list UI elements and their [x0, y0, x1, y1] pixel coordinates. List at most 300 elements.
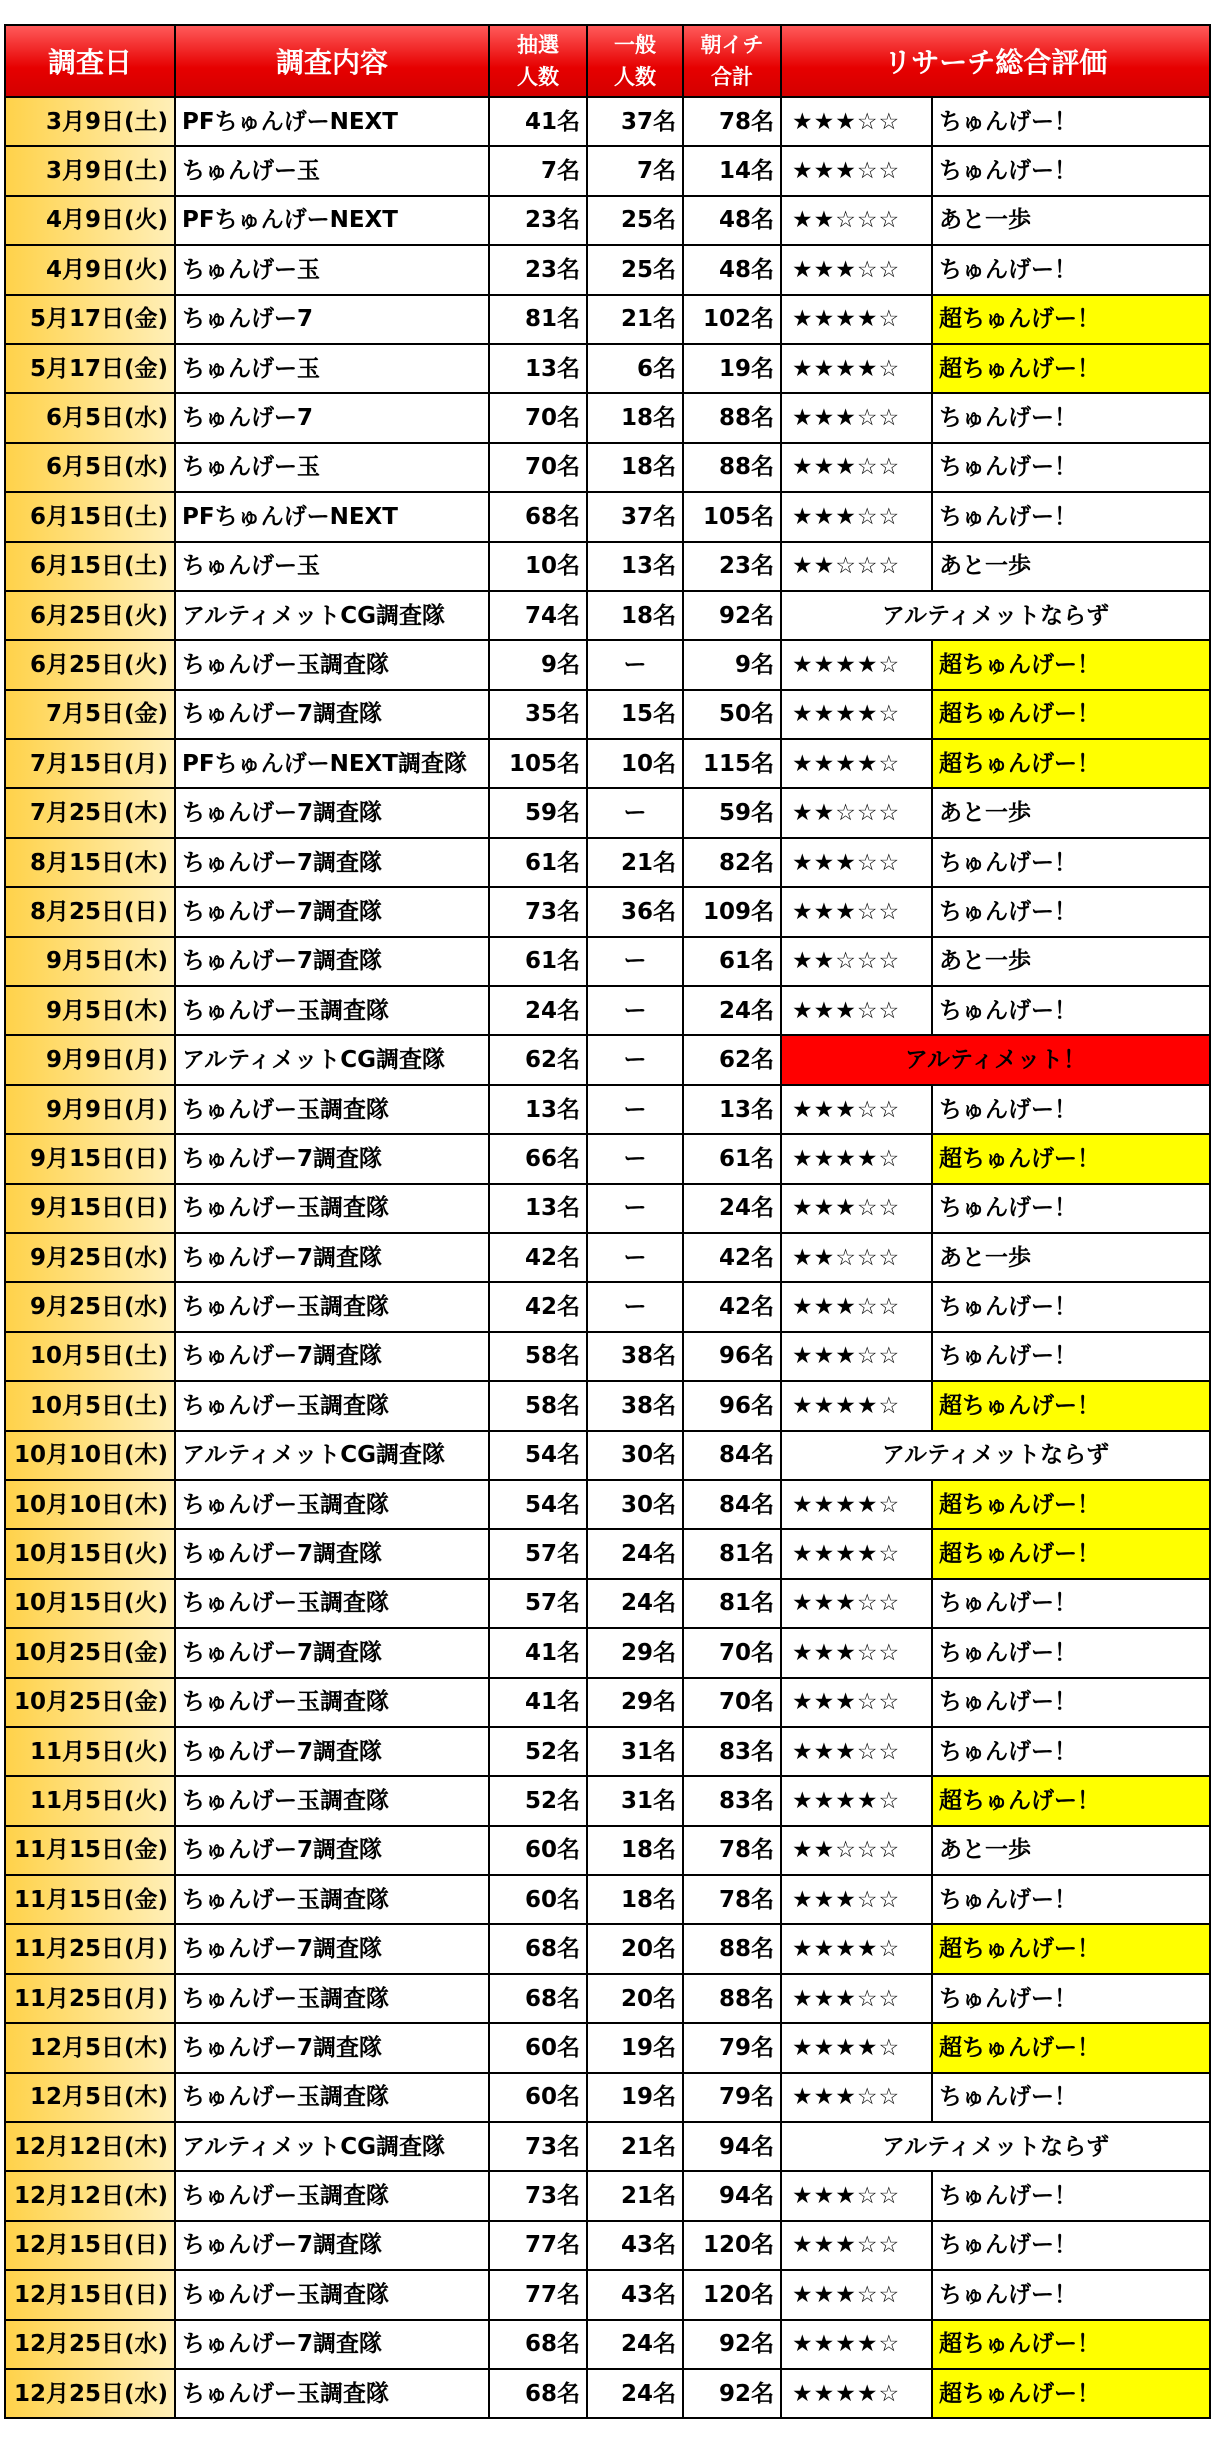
morning-total-cell: 42名 — [683, 1282, 781, 1331]
table-row — [5, 2270, 1210, 2319]
general-count-cell: 6名 — [587, 344, 683, 393]
date-cell: 10月10日(木) — [5, 1431, 175, 1480]
table-row — [5, 245, 1210, 294]
verdict-cell: 超ちゅんげー！ — [932, 295, 1210, 344]
date-cell: 9月5日(木) — [5, 937, 175, 986]
verdict-cell: ちゅんげー！ — [932, 245, 1210, 294]
star-rating: ★★★☆☆ — [781, 146, 932, 195]
date-cell: 10月5日(土) — [5, 1332, 175, 1381]
lottery-count-cell: 60名 — [489, 2073, 587, 2122]
research-results-table — [4, 24, 1211, 2419]
header-general-bottom: 人数 — [614, 65, 656, 89]
lottery-count-cell: 105名 — [489, 739, 587, 788]
morning-total-cell: 61名 — [683, 937, 781, 986]
morning-total-cell: 59名 — [683, 788, 781, 837]
table-row — [5, 1184, 1210, 1233]
date-cell: 9月25日(水) — [5, 1282, 175, 1331]
star-rating: ★★★☆☆ — [781, 1727, 932, 1776]
table-row — [5, 1579, 1210, 1628]
general-count-cell: ー — [587, 640, 683, 689]
verdict-cell: ちゅんげー！ — [932, 393, 1210, 442]
general-count-cell: 25名 — [587, 196, 683, 245]
general-count-cell: 29名 — [587, 1678, 683, 1727]
content-cell: ちゅんげー玉調査隊 — [175, 2073, 489, 2122]
general-count-cell: 21名 — [587, 2122, 683, 2171]
verdict-cell: ちゅんげー！ — [932, 1282, 1210, 1331]
star-rating: ★★★★☆ — [781, 1529, 932, 1578]
morning-total-cell: 94名 — [683, 2122, 781, 2171]
star-rating: ★★★★☆ — [781, 1381, 932, 1430]
star-rating: ★★★★☆ — [781, 1134, 932, 1183]
verdict-cell: あと一歩 — [932, 788, 1210, 837]
content-cell: ちゅんげー玉調査隊 — [175, 1776, 489, 1825]
lottery-count-cell: 61名 — [489, 838, 587, 887]
general-count-cell: ー — [587, 788, 683, 837]
date-cell: 6月5日(水) — [5, 443, 175, 492]
content-cell: ちゅんげー7調査隊 — [175, 2320, 489, 2369]
content-cell: ちゅんげー玉調査隊 — [175, 1282, 489, 1331]
date-cell: 10月5日(土) — [5, 1381, 175, 1430]
morning-total-cell: 82名 — [683, 838, 781, 887]
table-row — [5, 1480, 1210, 1529]
star-rating: ★★★☆☆ — [781, 2171, 932, 2220]
star-rating: ★★★☆☆ — [781, 1085, 932, 1134]
morning-total-cell: 48名 — [683, 196, 781, 245]
content-cell: PFちゅんげーNEXT調査隊 — [175, 739, 489, 788]
content-cell: ちゅんげー7調査隊 — [175, 1134, 489, 1183]
table-row — [5, 1875, 1210, 1924]
general-count-cell: 18名 — [587, 591, 683, 640]
star-rating: ★★★★☆ — [781, 295, 932, 344]
general-count-cell: 24名 — [587, 1529, 683, 1578]
morning-total-cell: 92名 — [683, 591, 781, 640]
star-rating: ★★★★☆ — [781, 690, 932, 739]
date-cell: 6月25日(火) — [5, 591, 175, 640]
content-cell: ちゅんげー7調査隊 — [175, 1332, 489, 1381]
general-count-cell: ー — [587, 1035, 683, 1084]
general-count-cell: 37名 — [587, 97, 683, 146]
date-cell: 6月15日(土) — [5, 542, 175, 591]
star-rating: ★★★☆☆ — [781, 393, 932, 442]
header-general — [587, 25, 683, 97]
star-rating: ★★☆☆☆ — [781, 1233, 932, 1282]
morning-total-cell: 83名 — [683, 1776, 781, 1825]
verdict-cell: ちゅんげー！ — [932, 1184, 1210, 1233]
table-row — [5, 640, 1210, 689]
lottery-count-cell: 68名 — [489, 1924, 587, 1973]
morning-total-cell: 88名 — [683, 1924, 781, 1973]
content-cell: ちゅんげー玉 — [175, 542, 489, 591]
table-row — [5, 393, 1210, 442]
lottery-count-cell: 13名 — [489, 344, 587, 393]
morning-total-cell: 62名 — [683, 1035, 781, 1084]
lottery-count-cell: 13名 — [489, 1085, 587, 1134]
morning-total-cell: 88名 — [683, 1974, 781, 2023]
date-cell: 10月15日(火) — [5, 1579, 175, 1628]
verdict-cell: ちゅんげー！ — [932, 97, 1210, 146]
date-cell: 12月12日(木) — [5, 2122, 175, 2171]
general-count-cell: ー — [587, 937, 683, 986]
verdict-cell: 超ちゅんげー！ — [932, 1134, 1210, 1183]
general-count-cell: 18名 — [587, 443, 683, 492]
table-row — [5, 1678, 1210, 1727]
date-cell: 12月5日(木) — [5, 2023, 175, 2072]
general-count-cell: 19名 — [587, 2023, 683, 2072]
morning-total-cell: 9名 — [683, 640, 781, 689]
lottery-count-cell: 60名 — [489, 1826, 587, 1875]
content-cell: ちゅんげー7調査隊 — [175, 838, 489, 887]
header-lottery-top: 抽選 — [517, 33, 559, 57]
lottery-count-cell: 77名 — [489, 2270, 587, 2319]
general-count-cell: 24名 — [587, 2369, 683, 2418]
general-count-cell: 19名 — [587, 2073, 683, 2122]
lottery-count-cell: 42名 — [489, 1233, 587, 1282]
table-row — [5, 1924, 1210, 1973]
lottery-count-cell: 42名 — [489, 1282, 587, 1331]
verdict-cell: 超ちゅんげー！ — [932, 344, 1210, 393]
lottery-count-cell: 68名 — [489, 492, 587, 541]
content-cell: ちゅんげー7調査隊 — [175, 1826, 489, 1875]
date-cell: 5月17日(金) — [5, 344, 175, 393]
morning-total-cell: 96名 — [683, 1332, 781, 1381]
star-rating: ★★★★☆ — [781, 2369, 932, 2418]
star-rating: ★★★☆☆ — [781, 1184, 932, 1233]
table-row — [5, 739, 1210, 788]
lottery-count-cell: 68名 — [489, 2320, 587, 2369]
star-rating: ★★★★☆ — [781, 1924, 932, 1973]
table-row — [5, 1085, 1210, 1134]
date-cell: 11月25日(月) — [5, 1974, 175, 2023]
verdict-cell: ちゅんげー！ — [932, 2073, 1210, 2122]
lottery-count-cell: 35名 — [489, 690, 587, 739]
morning-total-cell: 61名 — [683, 1134, 781, 1183]
date-cell: 9月15日(日) — [5, 1134, 175, 1183]
verdict-cell: 超ちゅんげー！ — [932, 1381, 1210, 1430]
general-count-cell: 13名 — [587, 542, 683, 591]
content-cell: PFちゅんげーNEXT — [175, 97, 489, 146]
morning-total-cell: 48名 — [683, 245, 781, 294]
lottery-count-cell: 73名 — [489, 2171, 587, 2220]
morning-total-cell: 78名 — [683, 97, 781, 146]
date-cell: 10月10日(木) — [5, 1480, 175, 1529]
table-row — [5, 2073, 1210, 2122]
verdict-cell: ちゅんげー！ — [932, 986, 1210, 1035]
star-rating: ★★☆☆☆ — [781, 542, 932, 591]
table-row — [5, 986, 1210, 1035]
date-cell: 7月15日(月) — [5, 739, 175, 788]
content-cell: PFちゅんげーNEXT — [175, 492, 489, 541]
verdict-cell: 超ちゅんげー！ — [932, 1776, 1210, 1825]
general-count-cell: 30名 — [587, 1480, 683, 1529]
general-count-cell: ー — [587, 1184, 683, 1233]
date-cell: 10月25日(金) — [5, 1678, 175, 1727]
content-cell: ちゅんげー7調査隊 — [175, 1924, 489, 1973]
content-cell: ちゅんげー玉調査隊 — [175, 1085, 489, 1134]
content-cell: ちゅんげー玉調査隊 — [175, 1480, 489, 1529]
morning-total-cell: 24名 — [683, 1184, 781, 1233]
date-cell: 12月15日(日) — [5, 2221, 175, 2270]
general-count-cell: 10名 — [587, 739, 683, 788]
content-cell: ちゅんげー玉調査隊 — [175, 1875, 489, 1924]
lottery-count-cell: 73名 — [489, 887, 587, 936]
morning-total-cell: 81名 — [683, 1579, 781, 1628]
morning-total-cell: 13名 — [683, 1085, 781, 1134]
verdict-cell: 超ちゅんげー！ — [932, 690, 1210, 739]
morning-total-cell: 84名 — [683, 1480, 781, 1529]
date-cell: 11月5日(火) — [5, 1776, 175, 1825]
general-count-cell: 20名 — [587, 1974, 683, 2023]
verdict-cell: ちゅんげー！ — [932, 2270, 1210, 2319]
lottery-count-cell: 62名 — [489, 1035, 587, 1084]
date-cell: 7月5日(金) — [5, 690, 175, 739]
table-row — [5, 2023, 1210, 2072]
general-count-cell: 25名 — [587, 245, 683, 294]
morning-total-cell: 94名 — [683, 2171, 781, 2220]
content-cell: ちゅんげー7 — [175, 393, 489, 442]
verdict-cell: ちゅんげー！ — [932, 1974, 1210, 2023]
general-count-cell: 15名 — [587, 690, 683, 739]
star-rating: ★★★★☆ — [781, 2023, 932, 2072]
date-cell: 9月5日(木) — [5, 986, 175, 1035]
date-cell: 3月9日(土) — [5, 146, 175, 195]
content-cell: ちゅんげー7調査隊 — [175, 1233, 489, 1282]
table-row — [5, 1529, 1210, 1578]
content-cell: ちゅんげー7調査隊 — [175, 2023, 489, 2072]
verdict-cell: 超ちゅんげー！ — [932, 1924, 1210, 1973]
general-count-cell: ー — [587, 1282, 683, 1331]
content-cell: ちゅんげー7調査隊 — [175, 690, 489, 739]
verdict-cell: ちゅんげー！ — [932, 443, 1210, 492]
morning-total-cell: 105名 — [683, 492, 781, 541]
ultimate-result-cell: アルティメット！ — [781, 1035, 1210, 1084]
table-row — [5, 838, 1210, 887]
table-row — [5, 97, 1210, 146]
lottery-count-cell: 73名 — [489, 2122, 587, 2171]
general-count-cell: 18名 — [587, 1875, 683, 1924]
morning-total-cell: 42名 — [683, 1233, 781, 1282]
content-cell: ちゅんげー玉調査隊 — [175, 1974, 489, 2023]
table-row — [5, 1035, 1210, 1084]
general-count-cell: ー — [587, 1233, 683, 1282]
table-row — [5, 1332, 1210, 1381]
table-row — [5, 2171, 1210, 2220]
general-count-cell: 24名 — [587, 2320, 683, 2369]
header-date: 調査日 — [5, 25, 175, 97]
lottery-count-cell: 13名 — [489, 1184, 587, 1233]
star-rating: ★★★☆☆ — [781, 1282, 932, 1331]
verdict-cell: あと一歩 — [932, 1233, 1210, 1282]
ultimate-miss-cell: アルティメットならず — [781, 591, 1210, 640]
date-cell: 8月25日(日) — [5, 887, 175, 936]
star-rating: ★★★☆☆ — [781, 2221, 932, 2270]
content-cell: ちゅんげー7調査隊 — [175, 1529, 489, 1578]
content-cell: ちゅんげー7調査隊 — [175, 788, 489, 837]
date-cell: 10月15日(火) — [5, 1529, 175, 1578]
lottery-count-cell: 57名 — [489, 1579, 587, 1628]
general-count-cell: 21名 — [587, 2171, 683, 2220]
date-cell: 5月17日(金) — [5, 295, 175, 344]
verdict-cell: ちゅんげー！ — [932, 2171, 1210, 2220]
morning-total-cell: 78名 — [683, 1875, 781, 1924]
star-rating: ★★★☆☆ — [781, 492, 932, 541]
date-cell: 11月25日(月) — [5, 1924, 175, 1973]
date-cell: 10月25日(金) — [5, 1628, 175, 1677]
date-cell: 8月15日(木) — [5, 838, 175, 887]
lottery-count-cell: 24名 — [489, 986, 587, 1035]
table-row — [5, 146, 1210, 195]
table-row — [5, 1727, 1210, 1776]
verdict-cell: 超ちゅんげー！ — [932, 2023, 1210, 2072]
table-row — [5, 542, 1210, 591]
content-cell: アルティメットCG調査隊 — [175, 591, 489, 640]
verdict-cell: 超ちゅんげー！ — [932, 1529, 1210, 1578]
morning-total-cell: 84名 — [683, 1431, 781, 1480]
general-count-cell: 36名 — [587, 887, 683, 936]
morning-total-cell: 92名 — [683, 2369, 781, 2418]
lottery-count-cell: 68名 — [489, 2369, 587, 2418]
date-cell: 9月9日(月) — [5, 1035, 175, 1084]
morning-total-cell: 24名 — [683, 986, 781, 1035]
star-rating: ★★★★☆ — [781, 739, 932, 788]
date-cell: 4月9日(火) — [5, 245, 175, 294]
table-row — [5, 1628, 1210, 1677]
content-cell: ちゅんげー玉 — [175, 146, 489, 195]
header-row — [5, 25, 1210, 97]
date-cell: 7月25日(木) — [5, 788, 175, 837]
star-rating: ★★★☆☆ — [781, 1974, 932, 2023]
verdict-cell: ちゅんげー！ — [932, 838, 1210, 887]
content-cell: ちゅんげー玉 — [175, 344, 489, 393]
header-morning-bottom: 合計 — [711, 65, 753, 89]
header-lottery-bottom: 人数 — [517, 65, 559, 89]
general-count-cell: 18名 — [587, 393, 683, 442]
verdict-cell: 超ちゅんげー！ — [932, 739, 1210, 788]
content-cell: ちゅんげー玉調査隊 — [175, 2171, 489, 2220]
table-row — [5, 492, 1210, 541]
verdict-cell: ちゅんげー！ — [932, 1579, 1210, 1628]
star-rating: ★★★☆☆ — [781, 1332, 932, 1381]
table-row — [5, 937, 1210, 986]
content-cell: ちゅんげー7調査隊 — [175, 887, 489, 936]
star-rating: ★★★☆☆ — [781, 97, 932, 146]
lottery-count-cell: 7名 — [489, 146, 587, 195]
lottery-count-cell: 74名 — [489, 591, 587, 640]
table-row — [5, 1233, 1210, 1282]
general-count-cell: 29名 — [587, 1628, 683, 1677]
morning-total-cell: 115名 — [683, 739, 781, 788]
content-cell: ちゅんげー玉調査隊 — [175, 1184, 489, 1233]
general-count-cell: ー — [587, 1134, 683, 1183]
date-cell: 4月9日(火) — [5, 196, 175, 245]
content-cell: ちゅんげー7調査隊 — [175, 1628, 489, 1677]
verdict-cell: ちゅんげー！ — [932, 492, 1210, 541]
lottery-count-cell: 54名 — [489, 1480, 587, 1529]
date-cell: 9月15日(日) — [5, 1184, 175, 1233]
lottery-count-cell: 60名 — [489, 2023, 587, 2072]
lottery-count-cell: 68名 — [489, 1974, 587, 2023]
date-cell: 12月15日(日) — [5, 2270, 175, 2319]
table-row — [5, 344, 1210, 393]
header-morning-top: 朝イチ — [700, 33, 764, 57]
table-row — [5, 2320, 1210, 2369]
table-row — [5, 2369, 1210, 2418]
table-row — [5, 690, 1210, 739]
verdict-cell: あと一歩 — [932, 196, 1210, 245]
star-rating: ★★★☆☆ — [781, 986, 932, 1035]
morning-total-cell: 19名 — [683, 344, 781, 393]
star-rating: ★★★☆☆ — [781, 443, 932, 492]
general-count-cell: 21名 — [587, 838, 683, 887]
morning-total-cell: 79名 — [683, 2073, 781, 2122]
lottery-count-cell: 41名 — [489, 97, 587, 146]
star-rating: ★★★☆☆ — [781, 1678, 932, 1727]
morning-total-cell: 81名 — [683, 1529, 781, 1578]
verdict-cell: あと一歩 — [932, 1826, 1210, 1875]
content-cell: ちゅんげー玉調査隊 — [175, 640, 489, 689]
table-body — [5, 97, 1210, 2418]
star-rating: ★★★☆☆ — [781, 1875, 932, 1924]
lottery-count-cell: 54名 — [489, 1431, 587, 1480]
star-rating: ★★★☆☆ — [781, 2073, 932, 2122]
content-cell: PFちゅんげーNEXT — [175, 196, 489, 245]
content-cell: ちゅんげー7調査隊 — [175, 2221, 489, 2270]
general-count-cell: 38名 — [587, 1381, 683, 1430]
verdict-cell: ちゅんげー！ — [932, 1628, 1210, 1677]
star-rating: ★★☆☆☆ — [781, 937, 932, 986]
content-cell: ちゅんげー玉調査隊 — [175, 2369, 489, 2418]
content-cell: アルティメットCG調査隊 — [175, 1035, 489, 1084]
morning-total-cell: 83名 — [683, 1727, 781, 1776]
table-row — [5, 1134, 1210, 1183]
morning-total-cell: 70名 — [683, 1678, 781, 1727]
star-rating: ★★★★☆ — [781, 344, 932, 393]
morning-total-cell: 70名 — [683, 1628, 781, 1677]
content-cell: ちゅんげー7 — [175, 295, 489, 344]
general-count-cell: 20名 — [587, 1924, 683, 1973]
lottery-count-cell: 52名 — [489, 1776, 587, 1825]
morning-total-cell: 50名 — [683, 690, 781, 739]
star-rating: ★★★☆☆ — [781, 2270, 932, 2319]
star-rating: ★★★★☆ — [781, 640, 932, 689]
date-cell: 12月5日(木) — [5, 2073, 175, 2122]
content-cell: ちゅんげー7調査隊 — [175, 937, 489, 986]
table-row — [5, 2221, 1210, 2270]
verdict-cell: ちゅんげー！ — [932, 146, 1210, 195]
content-cell: ちゅんげー玉 — [175, 245, 489, 294]
lottery-count-cell: 70名 — [489, 393, 587, 442]
lottery-count-cell: 10名 — [489, 542, 587, 591]
lottery-count-cell: 61名 — [489, 937, 587, 986]
morning-total-cell: 120名 — [683, 2270, 781, 2319]
content-cell: ちゅんげー玉 — [175, 443, 489, 492]
verdict-cell: あと一歩 — [932, 937, 1210, 986]
verdict-cell: 超ちゅんげー！ — [932, 1480, 1210, 1529]
star-rating: ★★☆☆☆ — [781, 788, 932, 837]
content-cell: アルティメットCG調査隊 — [175, 1431, 489, 1480]
verdict-cell: ちゅんげー！ — [932, 1332, 1210, 1381]
lottery-count-cell: 23名 — [489, 196, 587, 245]
ultimate-miss-cell: アルティメットならず — [781, 2122, 1210, 2171]
verdict-cell: ちゅんげー！ — [932, 1678, 1210, 1727]
date-cell: 12月12日(木) — [5, 2171, 175, 2220]
morning-total-cell: 14名 — [683, 146, 781, 195]
star-rating: ★★★☆☆ — [781, 838, 932, 887]
general-count-cell: 43名 — [587, 2221, 683, 2270]
table-row — [5, 1282, 1210, 1331]
date-cell: 11月15日(金) — [5, 1826, 175, 1875]
table-row — [5, 443, 1210, 492]
star-rating: ★★☆☆☆ — [781, 1826, 932, 1875]
